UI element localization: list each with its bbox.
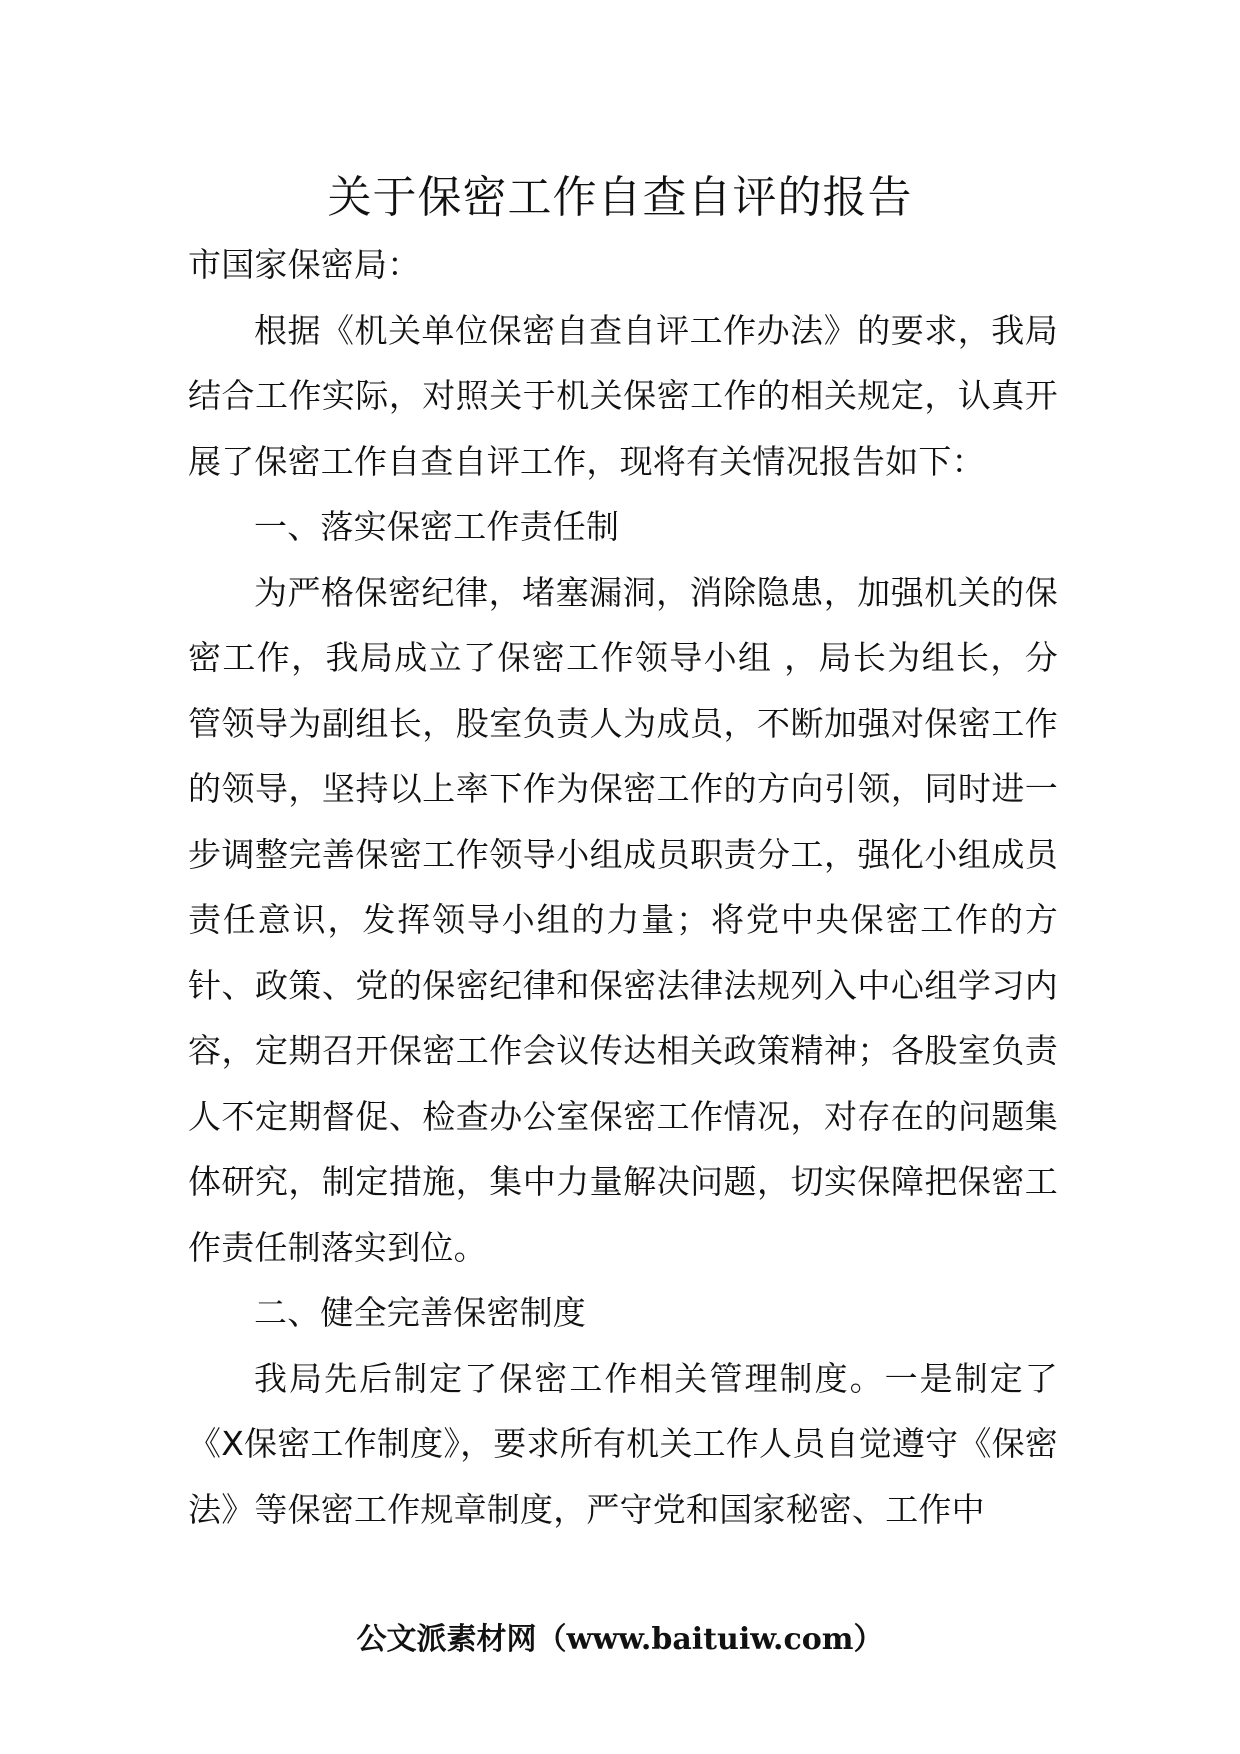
- salutation: 市国家保密局：: [188, 245, 421, 284]
- document-body: [188, 232, 1058, 1542]
- intro-paragraph: 根据《机关单位保密自查自评工作办法》的要求，我局结合工作实际，对照关于机关保密工作的相关规定，认真开展了保密工作自查自评工作，现将有关情况报告如下：: [188, 310, 1058, 481]
- section-2-paragraph: 我局先后制定了保密工作相关管理制度。一是制定了《X保密工作制度》，要求所有机关工作人员自觉遵守《保密法》等保密工作规章制度，严守党和国家秘密、工作中: [188, 1358, 1058, 1529]
- document-title: 关于保密工作自查自评的报告: [327, 172, 913, 223]
- section-1-paragraph: 为严格保密纪律，堵塞漏洞，消除隐患，加强机关的保密工作，我局成立了保密工作领导小组 ，局长为组长，分管领导为副组长，股室负责人为成员，不断加强对保密工作的领导，坚持以上率下作为保密工作的方向引领，同时进一步调整完善保密工作领导小组成员职责分工，强化小组成员责任意识，发挥领导小组的力量；将党中央保密工作的方针、政策、党的保密纪律和保密法律法规列入中心组学习内容，定期召开保密工作会议传达相关政策精神；各股室负责人不定期督促、检查办公室保密工作情况，对存在的问题集体研究，制定措施，集中力量解决问题，切实保障把保密工作责任制落实到位。: [188, 572, 1058, 1267]
- section-heading-1: 一、落实保密工作责任制: [254, 507, 620, 546]
- section-heading-2: 二、健全完善保密制度: [254, 1293, 586, 1332]
- footer-watermark: 公文派素材网（www.baituiw.com）: [356, 1622, 884, 1657]
